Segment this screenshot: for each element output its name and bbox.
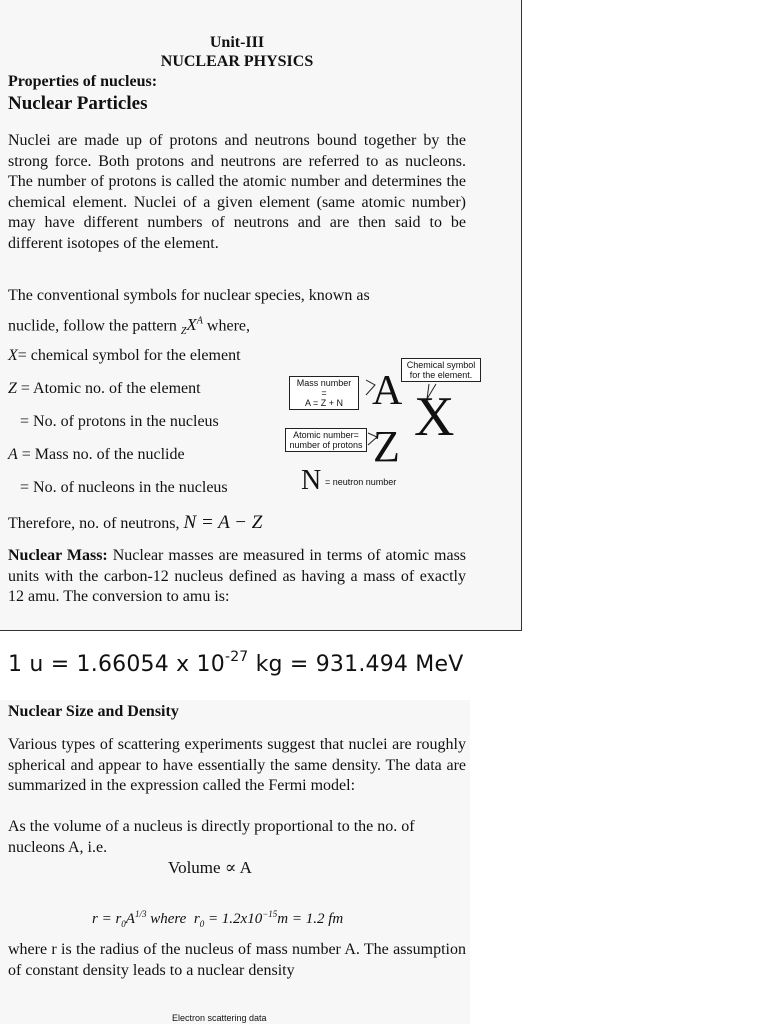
atomic-number-letter: Z (373, 422, 400, 471)
nuclear-mass-paragraph: Nuclear Mass: Nuclear masses are measured in terms of atomic mass units with the carbon-12 nucleus defined as having a mass of exactly 12 amu. The conversion to amu is: (8, 547, 467, 606)
definition-x: X= chemical symbol for the element (8, 347, 241, 364)
nuclear-particles-heading: Nuclear Particles (8, 93, 148, 114)
chapter-title: NUCLEAR PHYSICS (160, 53, 314, 70)
intro-paragraph: Nuclei are made up of protons and neutrons bound together by the strong force. Both protons and neutrons are referred to as nucleons. The number of protons is called the atomic number and determines the chemical element. Nuclei of a given element (same atomic number) may have different numbers of neutrons and are then said to be different isotopes of the element. (8, 132, 466, 252)
nuclear-density-paragraph: where r is the radius of the nucleus of mass number A. The assumption of constant density leads to a nuclear density (8, 941, 466, 979)
neutron-letter: N (301, 465, 322, 496)
figure-caption: Electron scattering data (172, 1013, 267, 1023)
definition-nucleons: = No. of nucleons in the nucleus (20, 479, 228, 496)
properties-heading: Properties of nucleus: (8, 73, 158, 90)
mass-number-callout: Mass number = A = Z + N (289, 376, 359, 410)
definition-a: A = Mass no. of the nuclide (8, 446, 185, 463)
definition-protons: = No. of protons in the nucleus (20, 413, 219, 430)
element-symbol-letter: X (414, 386, 455, 448)
nuclear-mass-heading: Nuclear Mass: (8, 547, 108, 564)
nuclide-diagram (285, 355, 485, 500)
volume-relation: Volume ∝ A (168, 858, 252, 877)
unit-label: Unit-III (209, 34, 265, 51)
volume-proportional-paragraph: As the volume of a nucleus is directly proportional to the no. of nucleons A, i.e. (8, 818, 415, 856)
mass-number-letter: A (372, 368, 403, 414)
section-divider (0, 630, 522, 631)
size-density-heading: Nuclear Size and Density (8, 703, 179, 720)
column-divider (521, 0, 522, 631)
nuclide-paragraph-line2 (8, 312, 466, 343)
neutron-number-label: = neutron number (325, 477, 397, 487)
chemical-symbol-callout: Chemical symbol for the element. (401, 358, 481, 382)
nuclide-pattern: $_ZX^A$ (180, 315, 203, 338)
where-text: where, (206, 317, 250, 335)
atomic-number-callout: Atomic number= number of protons (285, 428, 367, 452)
scattering-paragraph: Various types of scattering experiments suggest that nuclei are roughly spherical and appear to have essentially the same density. The data are summarized in the expression called the Fermi model: (8, 736, 466, 795)
nuclide-text: nuclide, follow the pattern (8, 317, 177, 335)
amu-conversion-equation: 1 u = 1.66054 x $10^{-27}$ kg = 931.494 MeV (8, 649, 464, 677)
neutrons-line: Therefore, no. of neutrons, N = A − Z (8, 512, 263, 533)
nuclide-paragraph-line1: The conventional symbols for nuclear species, known as (8, 287, 370, 304)
definition-z: Z = Atomic no. of the element (8, 380, 201, 397)
fermi-radius-equation: $r = r_0A^{1/3}$ where $r_0 = 1.2x10^{-15}m = 1.2$ fm (92, 909, 344, 929)
